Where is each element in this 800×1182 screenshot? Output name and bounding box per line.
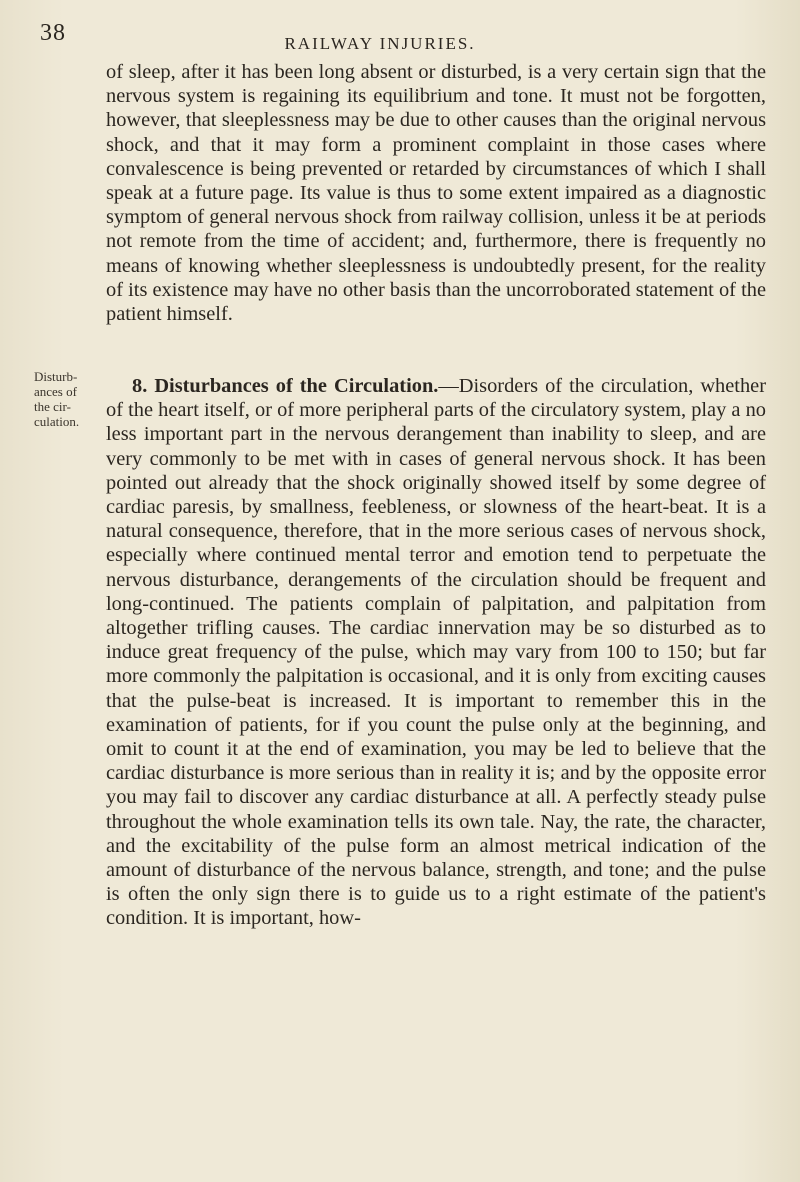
- page-header: [30, 16, 730, 56]
- margin-note: [34, 369, 98, 429]
- paragraph-circulation: [106, 374, 766, 931]
- margin-note-line: ances of: [34, 384, 77, 399]
- margin-note-line: the cir-: [34, 399, 71, 414]
- section-heading: 8. Disturbances of the Circulation.: [132, 375, 439, 397]
- margin-note-line: culation.: [34, 414, 80, 429]
- running-head: RAILWAY INJURIES.: [284, 34, 476, 53]
- margin-note-line: Disturb-: [34, 369, 78, 384]
- page-number: 38: [40, 20, 66, 46]
- paragraph-sleep: of sleep, after it has been long absent or disturbed, is a very certain sign that the nervous system is regaining its equilibrium and tone. It must not be forgotten, however, that sleeplessness may be due to other causes than the original nervous shock, and that it may form a prominent complaint in those cases where convalescence is being prevented or retarded by circumstances of which I shall speak at a future page. Its value is thus to some extent impaired as a diagnostic symptom of general nervous shock from railway collision, unless it be at periods not remote from the time of accident; and, furthermore, there is frequently no means of knowing whether sleeplessness is undoubtedly present, for the reality of its existence may have no other basis than the uncorroborated statement of the patient himself.: [106, 61, 766, 326]
- paragraph-body: —Disorders of the circulation, whether of the heart itself, or of more peripheral parts of the circulatory system, play a no less important part in the nervous derangement than inability to sleep, and are very commonly to be met with in cases of general nervous shock. It has been pointed out already that the shock originally showed itself by some degree of cardiac paresis, by smallness, feebleness, or slowness of the heart-beat. It is a natural consequence, therefore, that in the more serious cases of nervous shock, especially where continued mental terror and emotion tend to perpetuate the nervous disturbance, derangements of the circulation should be frequent and long-continued. The patients complain of palpitation, and palpitation from altogether trifling causes. The cardiac innervation may be so disturbed as to induce great frequency of the pulse, which may vary from 100 to 150; but far more commonly the palpitation is occasional, and it is only from exciting causes that the pulse-beat is increased. It is important to remember this in the examination of patients, for if you count the pulse only at the beginning, and omit to count it at the end of examination, you may be led to believe that the cardiac disturbance is more serious than in reality it is; and by the opposite error you may fail to discover any cardiac disturbance at all. A perfectly steady pulse throughout the whole examination tells its own tale. Nay, the rate, the character, and the excitability of the pulse form an almost metrical indication of the amount of disturbance of the nervous balance, strength, and tone; and the pulse is often the only sign there is to guide us to a right estimate of the patient's condition. It is important, how-: [106, 375, 767, 930]
